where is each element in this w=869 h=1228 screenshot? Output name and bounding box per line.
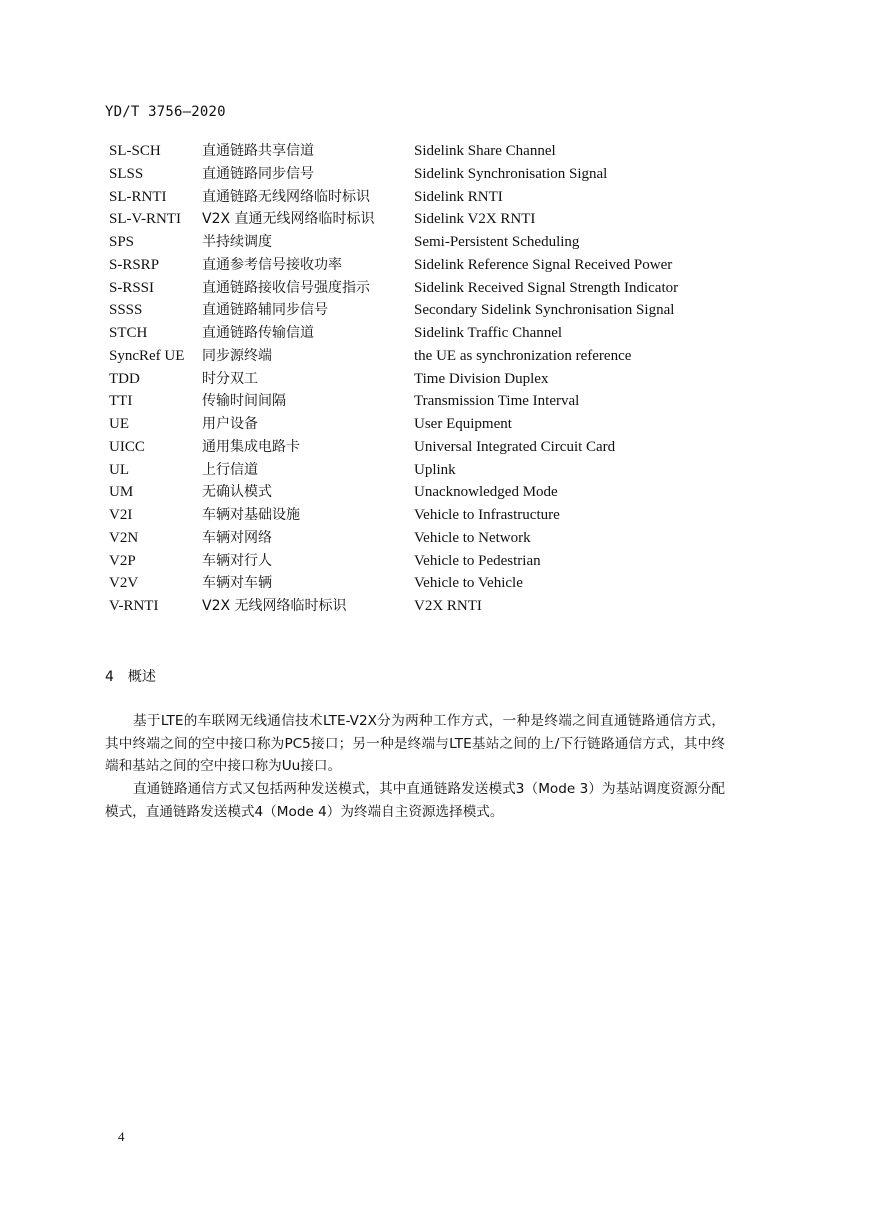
- english-term-cell: Sidelink Synchronisation Signal: [414, 165, 608, 182]
- english-term-cell: Sidelink Share Channel: [414, 143, 556, 159]
- abbreviation-cell: TTI: [109, 393, 133, 410]
- english-term-cell: Semi-Persistent Scheduling: [414, 234, 580, 250]
- chinese-term-cell: 半持续调度: [202, 234, 272, 250]
- abbreviation-cell: S-RSSI: [109, 279, 155, 296]
- section-number: 4: [105, 669, 114, 685]
- paragraph-2: 直通链路通信方式又包括两种发送模式，其中直通链路发送模式3（Mode 3）为基站调度资源分配模式，直通链路发送模式4（Mode 4）为终端自主资源选择模式。: [105, 781, 725, 820]
- table-row: [109, 254, 749, 277]
- english-term-cell: Uplink: [414, 461, 456, 478]
- abbreviation-cell: UE: [109, 416, 129, 432]
- table-row: [109, 231, 749, 254]
- chinese-term-cell: 通用集成电路卡: [202, 438, 300, 455]
- table-row: [109, 208, 749, 231]
- page-number: 4: [118, 1129, 125, 1144]
- chinese-term-cell: 直通链路无线网络临时标识: [202, 188, 370, 205]
- chinese-term-cell: 用户设备: [202, 416, 258, 432]
- abbreviation-cell: TDD: [109, 370, 140, 387]
- table-row: [109, 459, 749, 482]
- chinese-term-cell: 上行信道: [202, 461, 258, 478]
- english-term-cell: Sidelink V2X RNTI: [414, 211, 536, 228]
- abbreviation-cell: SSSS: [109, 302, 143, 319]
- english-term-cell: V2X RNTI: [414, 598, 482, 614]
- table-row: [109, 299, 749, 322]
- chinese-term-cell: 直通链路同步信号: [202, 165, 314, 182]
- abbreviation-cell: UM: [109, 484, 134, 501]
- abbreviation-cell: SPS: [109, 234, 135, 250]
- table-row: [109, 186, 749, 209]
- table-row: [109, 504, 749, 527]
- chinese-term-cell: 传输时间间隔: [202, 393, 286, 410]
- abbreviation-cell: S-RSRP: [109, 256, 160, 273]
- table-row: [109, 345, 749, 368]
- table-row: [109, 550, 749, 573]
- table-row: [109, 413, 749, 436]
- abbreviation-cell: SL-RNTI: [109, 188, 167, 205]
- english-term-cell: Secondary Sidelink Synchronisation Signal: [414, 302, 675, 319]
- table-row: [109, 527, 749, 550]
- english-term-cell: Time Division Duplex: [414, 370, 549, 387]
- table-row: [109, 163, 749, 186]
- table-row: [109, 572, 749, 595]
- abbreviation-cell: V2V: [109, 575, 139, 592]
- chinese-term-cell: 直通链路辅同步信号: [202, 302, 328, 319]
- abbreviation-cell: V2P: [109, 552, 136, 569]
- english-term-cell: Transmission Time Interval: [414, 393, 580, 410]
- english-term-cell: Vehicle to Infrastructure: [414, 507, 560, 523]
- section-heading: [105, 666, 156, 686]
- abbreviation-cell: V2I: [109, 507, 133, 523]
- abbreviation-cell: SyncRef UE: [109, 347, 185, 364]
- abbreviation-cell: UL: [109, 461, 129, 478]
- table-row: [109, 481, 749, 504]
- document-code-header: YD/T 3756—2020: [105, 104, 226, 120]
- abbreviation-cell: V2N: [109, 529, 139, 546]
- english-term-cell: Unacknowledged Mode: [414, 484, 558, 501]
- english-term-cell: Vehicle to Pedestrian: [414, 552, 541, 569]
- abbreviation-cell: STCH: [109, 325, 148, 341]
- chinese-term-cell: 车辆对行人: [202, 552, 272, 569]
- chinese-term-cell: 直通参考信号接收功率: [202, 256, 342, 273]
- table-row: [109, 322, 749, 345]
- chinese-term-cell: 直通链路共享信道: [202, 143, 314, 159]
- chinese-term-cell: 车辆对基础设施: [202, 507, 300, 523]
- chinese-term-cell: 同步源终端: [202, 347, 272, 364]
- abbreviation-table: [109, 140, 749, 618]
- english-term-cell: Sidelink Received Signal Strength Indicator: [414, 279, 679, 296]
- table-row: [109, 436, 749, 459]
- english-term-cell: Vehicle to Network: [414, 529, 531, 546]
- english-term-cell: Vehicle to Vehicle: [414, 575, 523, 592]
- english-term-cell: Sidelink RNTI: [414, 188, 503, 205]
- english-term-cell: User Equipment: [414, 416, 512, 432]
- english-term-cell: Universal Integrated Circuit Card: [414, 438, 616, 455]
- abbreviation-cell: V-RNTI: [109, 598, 159, 614]
- abbreviation-cell: SL-V-RNTI: [109, 211, 181, 228]
- chinese-term-cell: 时分双工: [202, 370, 258, 387]
- table-row: [109, 368, 749, 391]
- abbreviation-cell: UICC: [109, 438, 145, 455]
- table-row: [109, 390, 749, 413]
- table-row: [109, 277, 749, 300]
- chinese-term-cell: V2X 直通无线网络临时标识: [202, 211, 375, 228]
- paragraph-1: 基于LTE的车联网无线通信技术LTE-V2X分为两种工作方式，一种是终端之间直通链路通信方式，其中终端之间的空中接口称为PC5接口；另一种是终端与LTE基站之间的上/下行链路通信方式，其中终端和基站之间的空中接口称为Uu接口。: [105, 713, 725, 775]
- chinese-term-cell: 直通链路接收信号强度指示: [202, 279, 370, 296]
- abbreviation-cell: SLSS: [109, 165, 144, 182]
- english-term-cell: the UE as synchronization reference: [414, 347, 632, 364]
- chinese-term-cell: 无确认模式: [202, 484, 272, 501]
- table-row: [109, 595, 749, 618]
- chinese-term-cell: 直通链路传输信道: [202, 325, 314, 341]
- chinese-term-cell: V2X 无线网络临时标识: [202, 598, 347, 614]
- abbreviation-cell: SL-SCH: [109, 143, 161, 159]
- section-title-text: 概述: [127, 669, 156, 685]
- chinese-term-cell: 车辆对车辆: [202, 575, 272, 592]
- table-row: [109, 140, 749, 163]
- english-term-cell: Sidelink Traffic Channel: [414, 325, 563, 341]
- chinese-term-cell: 车辆对网络: [202, 529, 272, 546]
- english-term-cell: Sidelink Reference Signal Received Power: [414, 256, 673, 273]
